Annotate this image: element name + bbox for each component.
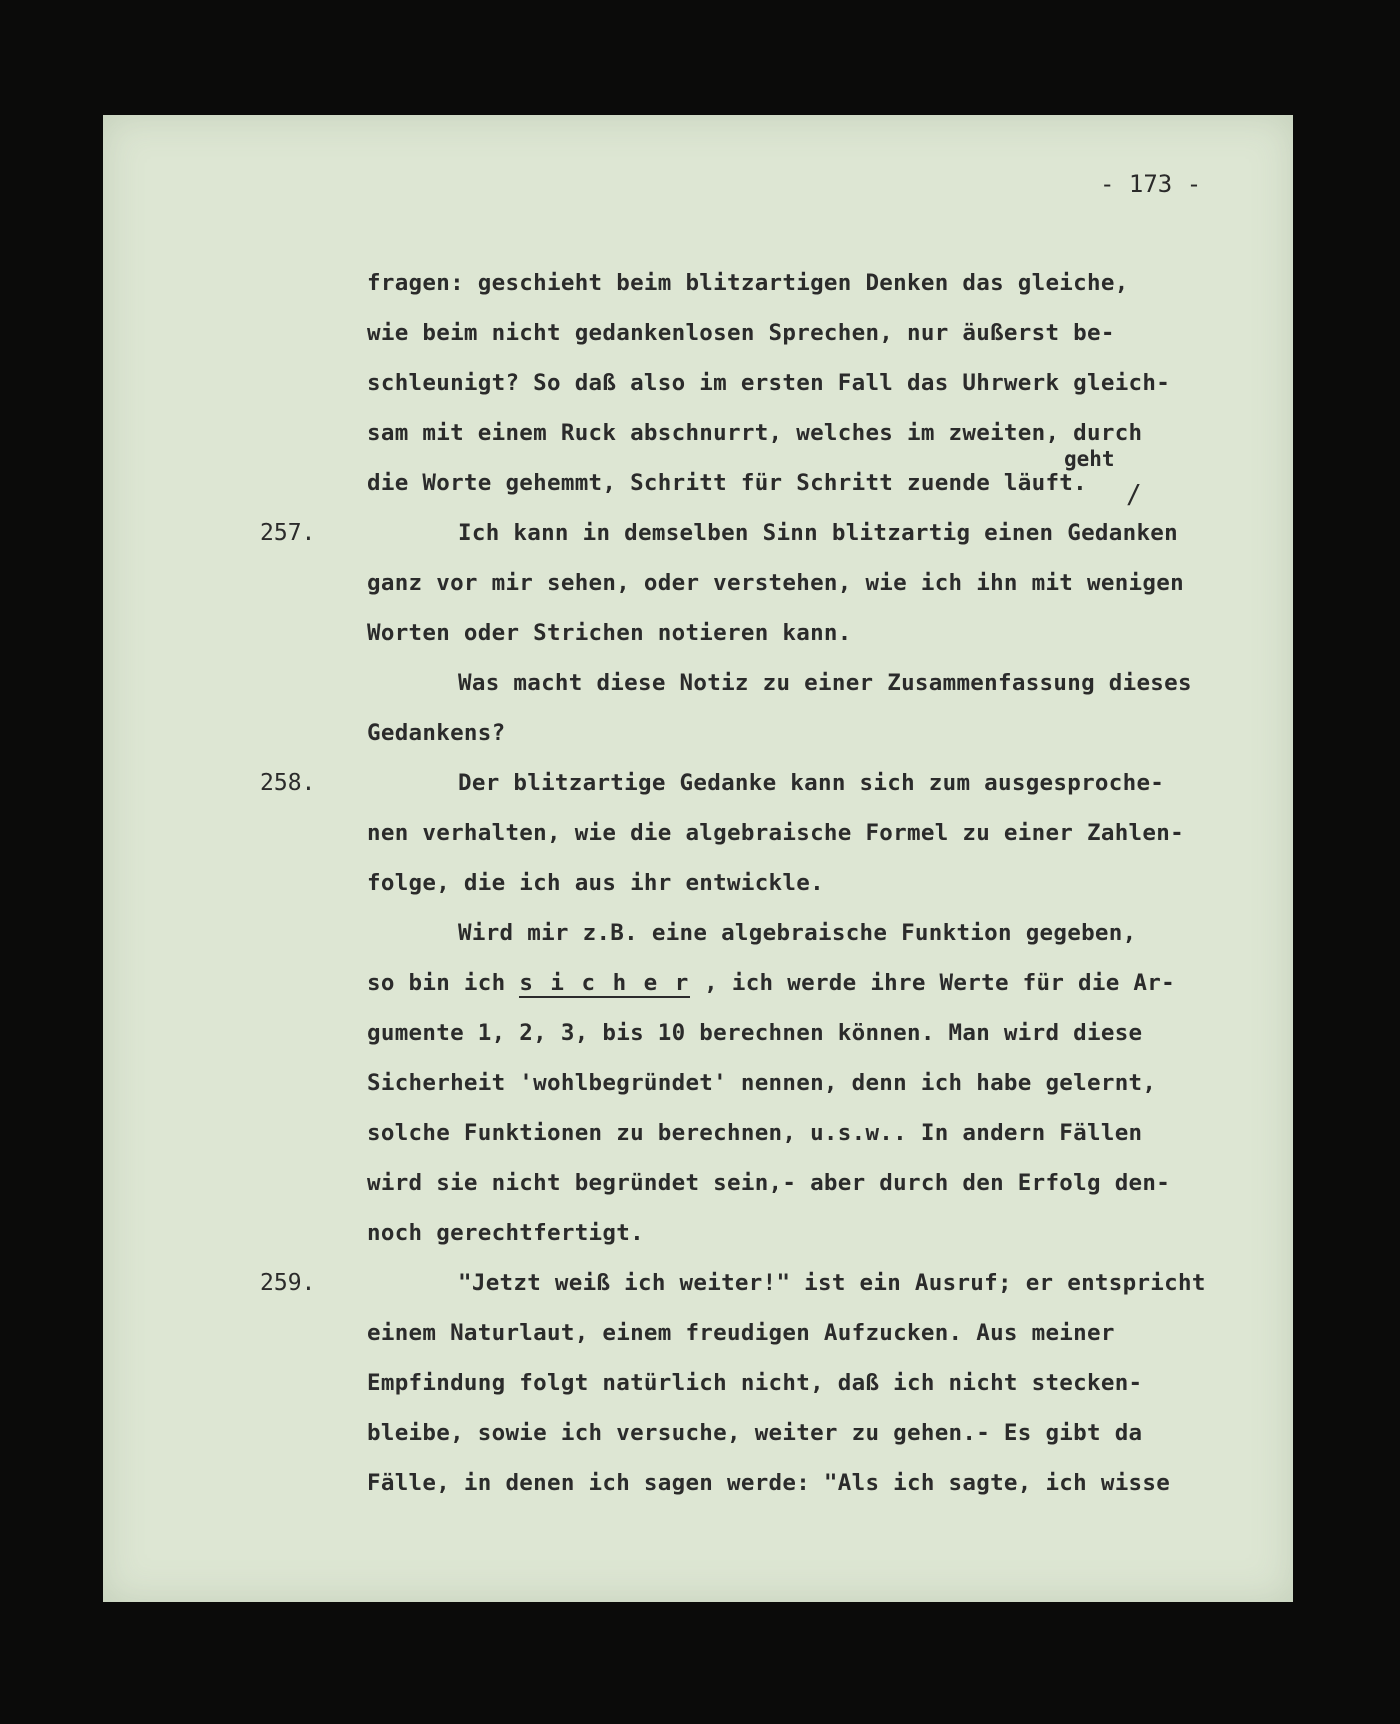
section-number: 258. (260, 770, 316, 796)
text-line: bleibe, sowie ich versuche, weiter zu gehen.- Es gibt da (367, 1420, 1143, 1446)
text-line: wird sie nicht begründet sein,- aber durch den Erfolg den- (367, 1170, 1171, 1196)
text-line: gumente 1, 2, 3, bis 10 berechnen können. Man wird diese (367, 1020, 1143, 1046)
strike-mark: / (1126, 480, 1142, 510)
section-number: 257. (260, 520, 316, 546)
text-line: sam mit einem Ruck abschnurrt, welches im zweiten, durch (367, 420, 1143, 446)
text-line (367, 970, 1175, 996)
page-number: - 173 - (1100, 170, 1202, 198)
section-number: 259. (260, 1270, 316, 1296)
text-line: nen verhalten, wie die algebraische Formel zu einer Zahlen- (367, 820, 1184, 846)
text-segment: so bin ich (367, 970, 520, 996)
text-line: Worten oder Strichen notieren kann. (367, 620, 852, 646)
text-line: Ich kann in demselben Sinn blitzartig einen Gedanken (458, 520, 1178, 546)
text-line: fragen: geschieht beim blitzartigen Denken das gleiche, (367, 270, 1129, 296)
text-line: die Worte gehemmt, Schritt für Schritt zuende läuft. (367, 470, 1087, 496)
text-line: Wird mir z.B. eine algebraische Funktion gegeben, (458, 920, 1137, 946)
text-line: Sicherheit 'wohlbegründet' nennen, denn ich habe gelernt, (367, 1070, 1157, 1096)
text-line: "Jetzt weiß ich weiter!" ist ein Ausruf; er entspricht (458, 1270, 1206, 1296)
handwritten-insertion: geht (1064, 447, 1115, 471)
text-line: schleunigt? So daß also im ersten Fall das Uhrwerk gleich- (367, 370, 1171, 396)
text-segment: , ich werde ihre Werte für die Ar- (690, 970, 1175, 996)
text-line: ganz vor mir sehen, oder verstehen, wie ich ihn mit wenigen (367, 570, 1184, 596)
text-line: solche Funktionen zu berechnen, u.s.w.. In andern Fällen (367, 1120, 1143, 1146)
text-line: einem Naturlaut, einem freudigen Aufzucken. Aus meiner (367, 1320, 1115, 1346)
text-line: Der blitzartige Gedanke kann sich zum ausgesproche- (458, 770, 1165, 796)
text-line: Gedankens? (367, 720, 506, 746)
emphasized-word: s i c h e r (519, 970, 691, 996)
text-line: Empfindung folgt natürlich nicht, daß ich nicht stecken- (367, 1370, 1143, 1396)
text-line: Fälle, in denen ich sagen werde: "Als ich sagte, ich wisse (367, 1470, 1171, 1496)
text-line: noch gerechtfertigt. (367, 1220, 644, 1246)
text-line: folge, die ich aus ihr entwickle. (367, 870, 824, 896)
text-line: wie beim nicht gedankenlosen Sprechen, nur äußerst be- (367, 320, 1115, 346)
text-line: Was macht diese Notiz zu einer Zusammenfassung dieses (458, 670, 1192, 696)
